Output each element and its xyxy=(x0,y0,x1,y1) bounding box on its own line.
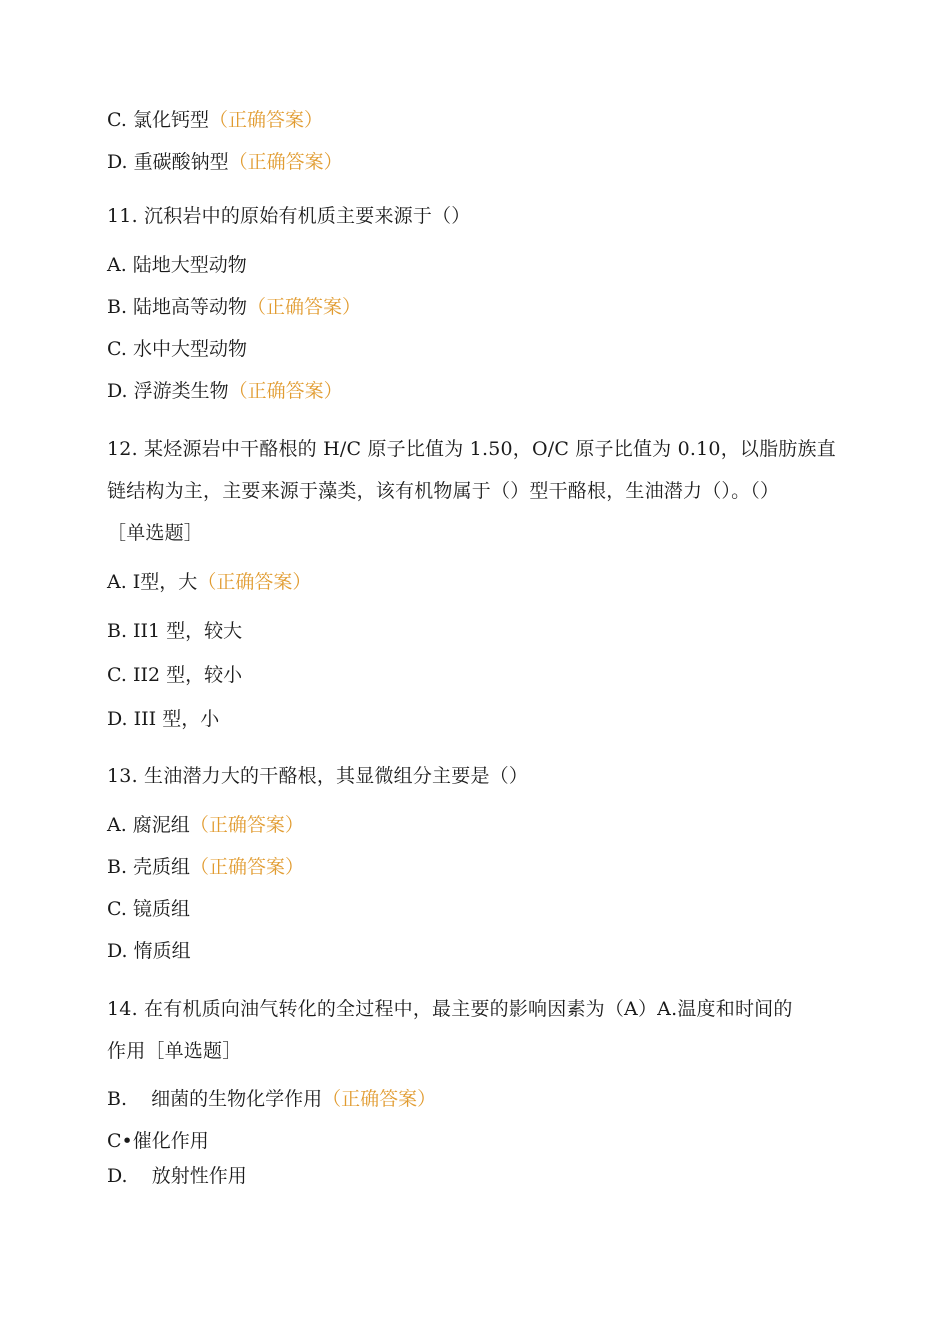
correct-answer-mark: （正确答案） xyxy=(189,814,304,836)
correct-answer-mark: （正确答案） xyxy=(228,151,343,173)
q14-option-d xyxy=(107,1164,247,1188)
q13-option-c xyxy=(107,897,190,921)
q12-option-c xyxy=(107,663,242,687)
q13-option-a xyxy=(107,813,304,837)
q13-stem: 13. 生油潜力大的干酪根，其显微组分主要是（） xyxy=(107,765,529,787)
q11-option-b xyxy=(107,295,361,319)
q13-option-b xyxy=(107,855,304,879)
q13-option-d xyxy=(107,939,191,963)
option-text: D. 重碳酸钠型 xyxy=(107,151,229,173)
q10-option-c xyxy=(107,108,323,132)
correct-answer-mark: （正确答案） xyxy=(190,856,305,878)
correct-answer-mark: （正确答案） xyxy=(247,296,362,318)
q12-stem-line-2: 链结构为主，主要来源于藻类，该有机物属于（）型干酪根，生油潜力（）。（） xyxy=(107,480,780,502)
option-text: A. 腐泥组 xyxy=(107,814,190,836)
correct-answer-mark: （正确答案） xyxy=(322,1088,437,1110)
q12-option-b xyxy=(107,619,242,643)
q10-option-d xyxy=(107,150,343,174)
q14-option-b xyxy=(107,1087,436,1111)
option-text: C. 氯化钙型 xyxy=(107,109,209,131)
option-text: B. 细菌的生物化学作用 xyxy=(107,1088,323,1110)
correct-answer-mark: （正确答案） xyxy=(228,380,343,402)
q12-stem-line-3: ［单选题］ xyxy=(107,522,204,544)
option-text: D. III 型，小 xyxy=(107,708,220,730)
q11-stem: 11. 沉积岩中的原始有机质主要来源于（） xyxy=(107,205,471,227)
option-text: D. 放射性作用 xyxy=(107,1165,247,1187)
q14-stem-line-2: 作用［单选题］ xyxy=(107,1040,242,1062)
option-text: C. 镜质组 xyxy=(107,898,190,920)
option-text: A. Ⅰ型，大 xyxy=(107,571,198,593)
option-text: C•催化作用 xyxy=(107,1130,209,1152)
option-text: B. 壳质组 xyxy=(107,856,191,878)
correct-answer-mark: （正确答案） xyxy=(197,571,312,593)
option-text: B. II1 型，较大 xyxy=(107,620,243,642)
q12-stem-line-1: 12. 某烃源岩中干酪根的 H/C 原子比值为 1.50，O/C 原子比值为 0.10，以脂肪族直 xyxy=(107,438,836,460)
option-text: A. 陆地大型动物 xyxy=(107,254,247,276)
q14-stem-line-1: 14. 在有机质向油气转化的全过程中，最主要的影响因素为（A）A.温度和时间的 xyxy=(107,998,793,1020)
q11-option-a xyxy=(107,253,247,277)
q11-option-d xyxy=(107,379,343,403)
q12-option-a xyxy=(107,570,311,594)
q12-option-d xyxy=(107,707,219,731)
option-text: C. II2 型，较小 xyxy=(107,664,243,686)
correct-answer-mark: （正确答案） xyxy=(208,109,323,131)
q14-option-c xyxy=(107,1129,209,1153)
q11-option-c xyxy=(107,337,247,361)
option-text: C. 水中大型动物 xyxy=(107,338,247,360)
option-text: D. 惰质组 xyxy=(107,940,191,962)
option-text: D. 浮游类生物 xyxy=(107,380,229,402)
option-text: B. 陆地高等动物 xyxy=(107,296,248,318)
